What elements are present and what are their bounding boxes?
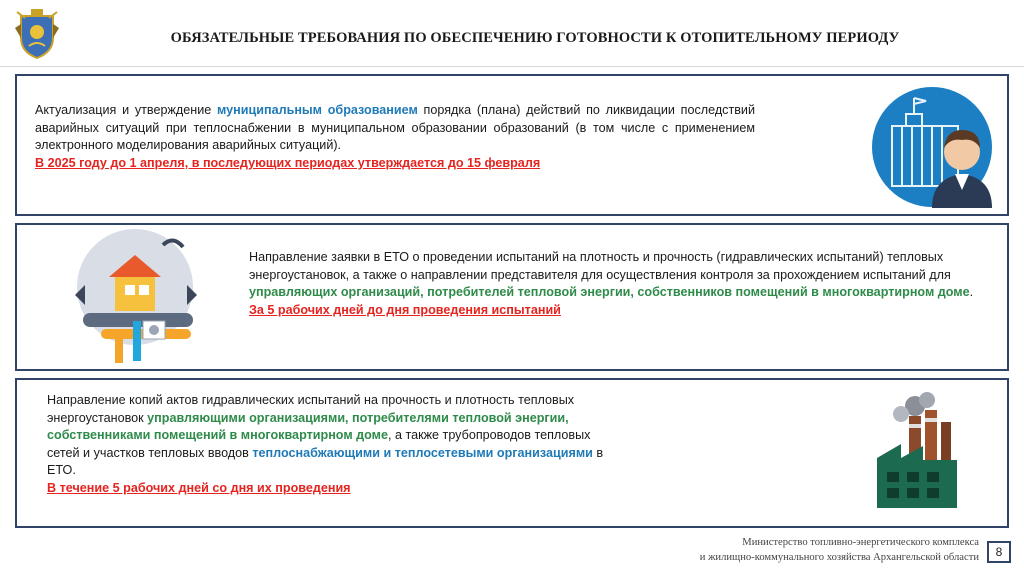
deadline-text: В течение 5 рабочих дней со дня их проведения: [47, 480, 351, 495]
footer-line-2: и жилищно-коммунального хозяйства Архангельской области: [699, 552, 979, 563]
highlight-municipality: муниципальным образованием: [216, 103, 418, 117]
text-part: Направление копий актов гидравлических испытаний на прочность и плотность тепловых энергоустановок: [47, 393, 575, 425]
text-part: Направление заявки в ЕТО о проведении испытаний на плотность и прочность (гидравлических испытаний) тепловых энергоустановок, а также о направлении представителя для осуществления контроля за прохождением испытаний для: [249, 250, 951, 282]
requirement-text-2: [249, 249, 984, 319]
requirement-text-1: [35, 102, 755, 172]
factory-chimneys-icon: [857, 388, 977, 520]
footer-line-1: Министерство топливно-энергетического комплекса: [742, 537, 979, 548]
text-part: .: [969, 285, 974, 300]
text-part: , а также трубопроводов тепловых сетей и участков тепловых вводов: [47, 428, 591, 460]
highlight-recipients: управляющих организаций, потребителей тепловой энергии, собственников помещений в многоквартирном доме: [249, 285, 970, 300]
header-bar: [0, 0, 1024, 67]
requirement-block-1: [15, 74, 1009, 216]
highlight-heat-supply-orgs: теплоснабжающими и теплосетевыми организациями: [252, 445, 593, 460]
footer-ministry: [579, 535, 979, 565]
requirement-block-3: [15, 378, 1009, 528]
requirement-text-3: [47, 392, 617, 498]
requirement-block-2: [15, 223, 1009, 371]
deadline-text: За 5 рабочих дней до дня проведения испытаний: [249, 302, 561, 317]
highlight-recipients: управляющими организациями, потребителями тепловой энергии, собственниками помещений в многоквартирном доме: [47, 410, 569, 443]
text-part: в ЕТО.: [47, 445, 604, 478]
official-building-person-icon: [862, 86, 1002, 208]
text-part: Актуализация и утверждение: [35, 103, 217, 117]
text-part: порядка (плана) действий по ликвидации последствий аварийных ситуаций при теплоснабжении в муниципальном образовании образований (в том числе с применением электронного моделирования аварийных ситуаций).: [35, 103, 755, 153]
page-number: 8: [987, 541, 1011, 563]
regional-coat-of-arms-icon: [15, 8, 59, 60]
deadline-text: В 2025 году до 1 апреля, в последующих периодах утверждается до 15 февраля: [35, 155, 541, 170]
house-heating-pipes-icon: [63, 225, 213, 367]
page-title: ОБЯЗАТЕЛЬНЫЕ ТРЕБОВАНИЯ ПО ОБЕСПЕЧЕНИЮ ГОТОВНОСТИ К ОТОПИТЕЛЬНОМУ ПЕРИОДУ: [170, 30, 900, 46]
